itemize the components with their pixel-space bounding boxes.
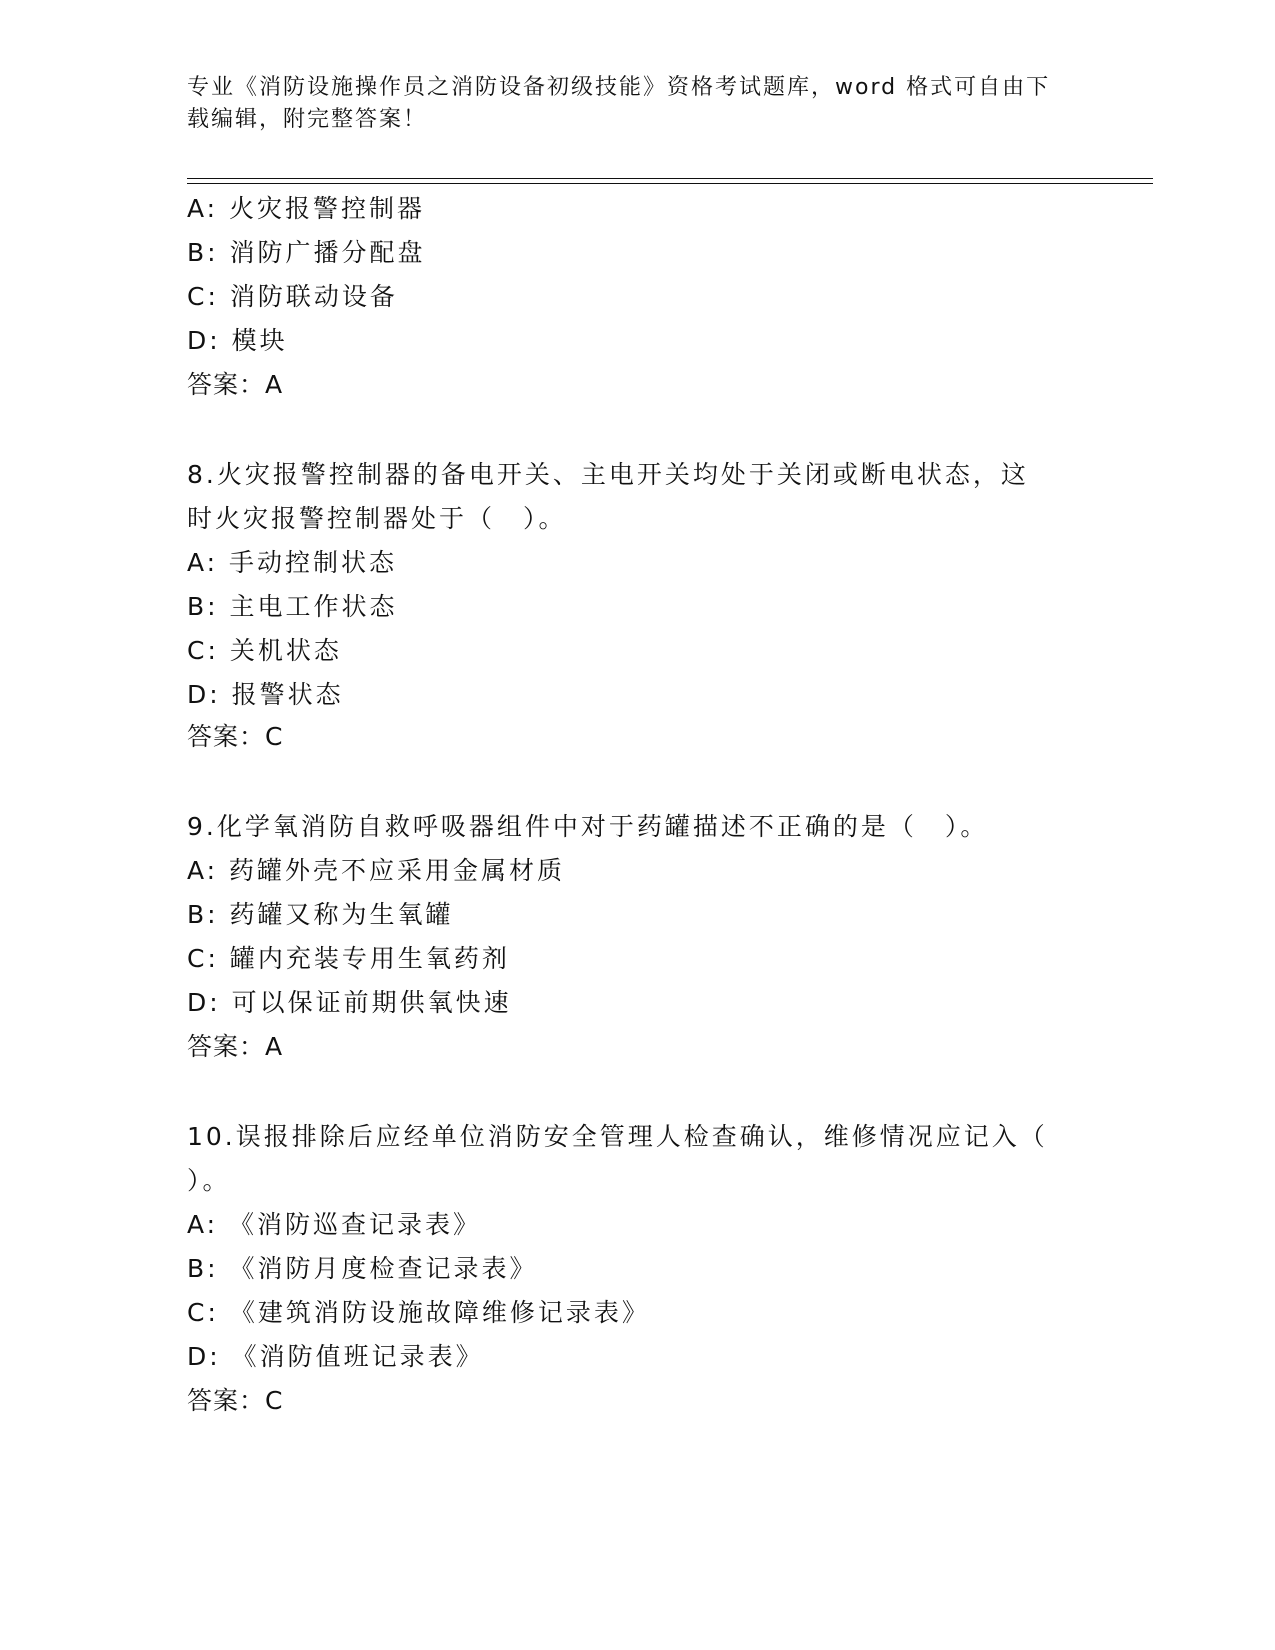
- q7-answer: 答案：A: [187, 370, 284, 399]
- q8-stem-line-2: 时火灾报警控制器处于（ ）。: [187, 504, 567, 533]
- q9-option-a: A: 药罐外壳不应采用金属材质: [187, 856, 566, 885]
- q7-option-d: D: 模块: [187, 326, 288, 355]
- header-line-2: 载编辑，附完整答案！: [187, 107, 428, 132]
- q10-option-b: B: 《消防月度检查记录表》: [187, 1254, 538, 1283]
- q10-option-c: C: 《建筑消防设施故障维修记录表》: [187, 1298, 650, 1327]
- header-divider-top: [187, 178, 1153, 179]
- header-divider-bottom: [187, 183, 1153, 184]
- q10-stem-line-2: ）。: [187, 1166, 231, 1195]
- q9-option-d: D: 可以保证前期供氧快速: [187, 988, 512, 1017]
- q8-stem-line-1: 8.火灾报警控制器的备电开关、主电开关均处于关闭或断电状态，这: [187, 460, 1029, 489]
- q9-stem-line-1: 9.化学氧消防自救呼吸器组件中对于药罐描述不正确的是（ ）。: [187, 812, 989, 841]
- q7-option-c: C: 消防联动设备: [187, 282, 398, 311]
- q7-option-b: B: 消防广播分配盘: [187, 238, 426, 267]
- q9-option-c: C: 罐内充装专用生氧药剂: [187, 944, 510, 973]
- q9-option-b: B: 药罐又称为生氧罐: [187, 900, 454, 929]
- q10-option-a: A: 《消防巡查记录表》: [187, 1210, 482, 1239]
- document-header: [187, 72, 1067, 136]
- q9-answer: 答案：A: [187, 1032, 284, 1061]
- q8-option-a: A: 手动控制状态: [187, 548, 398, 577]
- q7-option-a: A: 火灾报警控制器: [187, 194, 426, 223]
- q8-option-d: D: 报警状态: [187, 680, 344, 709]
- q8-option-b: B: 主电工作状态: [187, 592, 398, 621]
- q8-option-c: C: 关机状态: [187, 636, 342, 665]
- header-line-1: 专业《消防设施操作员之消防设备初级技能》资格考试题库，word 格式可自由下: [187, 75, 1051, 100]
- q10-option-d: D: 《消防值班记录表》: [187, 1342, 484, 1371]
- q8-answer: 答案：C: [187, 722, 284, 751]
- q10-answer: 答案：C: [187, 1386, 284, 1415]
- q10-stem-line-1: 10.误报排除后应经单位消防安全管理人检查确认，维修情况应记入（: [187, 1122, 1048, 1151]
